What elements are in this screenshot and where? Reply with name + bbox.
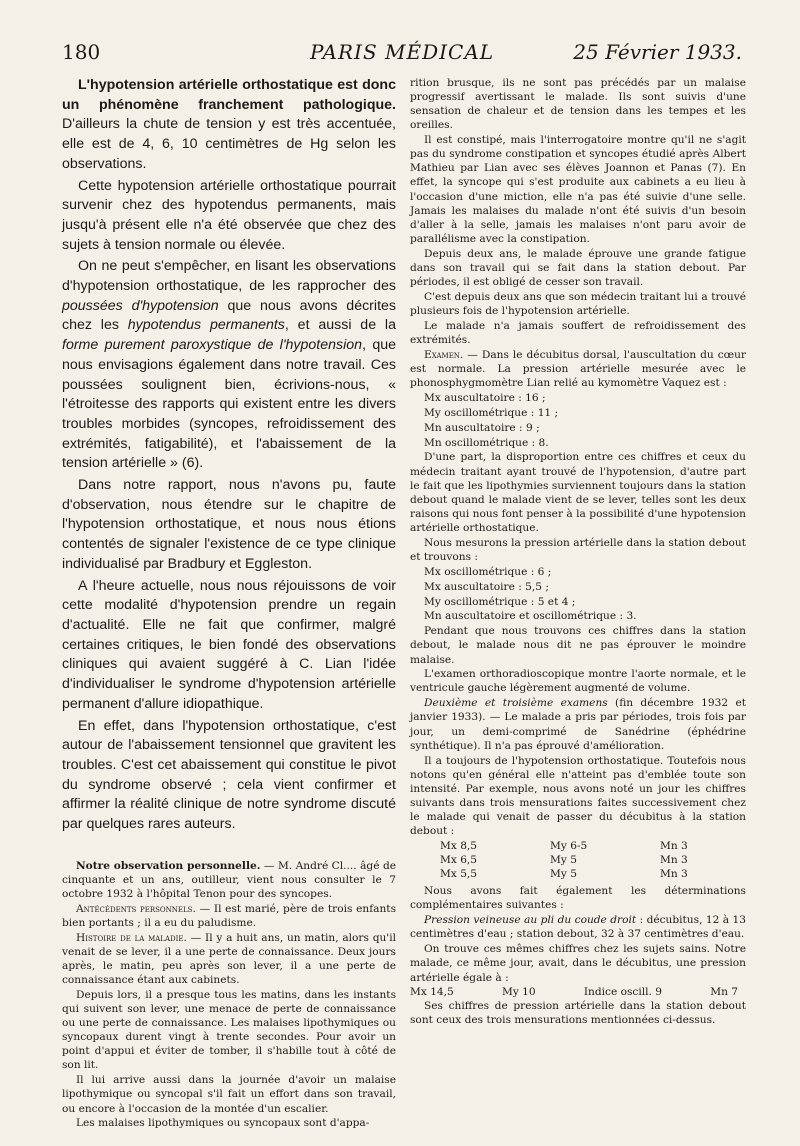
- paragraph: Il est constipé, mais l'interrogatoire montre qu'il ne s'agit pas du syndrome constipation et syncopes étudié après Albert Mathieu par Lian avec ses élèves Joannon et Panas (7). En effet, la syncope qui s'est produite aux cabinets a eu lieu à l'occasion d'une miction, elle n'a pas été suivie d'une selle. Jamais les malaises du malade n'ont été suivis d'un besoin d'aller à la selle, jamais les malaises n'ont paru avoir de parallélisme avec la constipation.: [410, 134, 746, 245]
- paragraph: On trouve ces mêmes chiffres chez les sujets sains. Notre malade, ce même jour, avait, dans le décubitus, une pression artérielle égale à :: [410, 943, 746, 984]
- paragraph: Dans notre rapport, nous n'avons pu, faute d'observation, nous étendre sur le chapitre de l'hypotension orthostatique, et nous nous étions contentés de signaler l'existence de ce type clinique individualisé par Bradbury et Eggleston.: [62, 477, 396, 572]
- paragraph: L'hypotension artérielle orthostatique est donc un phénomène franchement pathologique. D'ailleurs la chute de tension y est très accentuée, elle est de 4, 6, 10 centimètres de Hg selon les observations.: [62, 77, 396, 172]
- measurement: Mn auscultatoire : 9 ;: [424, 421, 540, 434]
- paragraph: C'est depuis deux ans que son médecin traitant lui a trouvé plusieurs fois de l'hypotension artérielle.: [410, 290, 746, 317]
- right-column: [410, 76, 746, 1027]
- measurement: My oscillométrique : 11 ;: [424, 406, 559, 419]
- paragraph: L'examen orthoradioscopique montre l'aorte normale, et le ventricule gauche légèrement augmenté de volume.: [410, 668, 746, 695]
- measurement: Mx oscillométrique : 6 ;: [424, 565, 552, 578]
- observation-heading: Notre observation personnelle. — M. André Cl.... âgé de cinquante et un ans, outilleur, vient nous consulter le 7 octobre 1932 à l'hôpital Tenon pour des syncopes.: [62, 859, 397, 900]
- antecedents: Antécédents personnels. — Il est marié, père de trois enfants bien portants ; il a eu du paludisme.: [62, 902, 397, 929]
- page-header: [62, 40, 742, 70]
- paragraph: Depuis lors, il a presque tous les matins, dans les instants qui suivent son lever, une menace de perte de connaissance ou une perte de connaissance. Les malaises lipothymiques ou syncopaux durent vingt à trente secondes. Pour avoir un point d'appui et éviter de tomber, il s'habille tout à côté de son lit.: [62, 988, 396, 1072]
- journal-title: PARIS MÉDICAL: [309, 40, 495, 64]
- paragraph: Deuxième et troisième examens (fin décembre 1932 et janvier 1933). — Le malade a pris par périodes, trois fois par jour, un demi-comprimé de Sanédrine (éphédrine synthétique). Il n'a pas éprouvé d'amélioration.: [410, 697, 746, 752]
- paragraph: En effet, dans l'hypotension orthostatique, c'est autour de l'abaissement tensionnel que gravitent les troubles. C'est cet abaissement qui constitue le pivot du syndrome observé ; cela vient confirmer et affirmer la réalité clinique de notre syndrome discuté par quelques rares auteurs.: [62, 717, 396, 833]
- observation-section: [62, 859, 396, 1131]
- paragraph: Nous mesurons la pression artérielle dans la station debout et trouvons :: [410, 536, 746, 563]
- paragraph: Nous avons fait également les déterminations complémentaires suivantes :: [410, 885, 746, 912]
- paragraph: Pendant que nous trouvons ces chiffres dans la station debout, le malade nous dit ne pas éprouver le moindre malaise.: [410, 625, 746, 666]
- paragraph: Cette hypotension artérielle orthostatique pourrait survenir chez des hypotendus permanents, mais jusqu'à présent elle n'a été observée que chez des sujets à tension normale ou élevée.: [62, 177, 396, 253]
- table-row: Mx 6,5 My 5 Mn 3: [440, 854, 688, 867]
- paragraph: Les malaises lipothymiques ou syncopaux sont d'appa-: [76, 1117, 370, 1130]
- paragraph: Ses chiffres de pression artérielle dans la station debout sont ceux des trois mensurations mentionnées ci-dessus.: [410, 999, 746, 1026]
- paragraph: rition brusque, ils ne sont pas précédés par un malaise progressif avertissant le malade. Ils sont suivis d'une sensation de chaleur et de tension dans les tempes et les oreilles.: [410, 77, 746, 132]
- paragraph: Il a toujours de l'hypotension orthostatique. Toutefois nous notons qu'en général elle n'atteint pas d'emblée toute son intensité. Par exemple, nous avons noté un jour les chiffres suivants dans trois mensurations faites successivement chez le malade qui venait de passer du décubitus à la station debout :: [410, 754, 746, 838]
- page-number: 180: [62, 40, 101, 64]
- table-row: Mx 8,5 My 6-5 Mn 3: [440, 840, 688, 853]
- lead-sentence: L'hypotension artérielle orthostatique est donc un phénomène franchement pathologique.: [62, 77, 396, 113]
- paragraph: Il lui arrive aussi dans la journée d'avoir un malaise lipothymique ou syncopal s'il fait un effort dans son travail, ou encore à l'occasion de la montée d'un escalier.: [62, 1074, 396, 1115]
- measurement: Mx auscultatoire : 16 ;: [424, 391, 546, 404]
- paragraph: A l'heure actuelle, nous nous réjouissons de voir cette modalité d'hypotension prendre un regain d'actualité. Elle ne fait que confirmer, malgré certaines critiques, le bien fondé des observations cliniques qui avaient suggéré à C. Lian l'idée d'individualiser le syndrome d'hypotension artérielle permanent d'allure idiopathique.: [62, 577, 396, 712]
- paragraph: D'une part, la disproportion entre ces chiffres et ceux du médecin traitant ayant trouvé de l'hypotension, d'autre part le fait que les lipothymies surviennent toujours dans la station debout quand le malade vient de se lever, telles sont les deux raisons qui nous font penser à la possibilité d'une hypotension artérielle orthostatique.: [410, 451, 746, 534]
- discussion-section: [62, 76, 396, 835]
- issue-date: 25 Février 1933.: [573, 40, 742, 64]
- final-measurement-row: Mx 14,5 My 10 Indice oscill. 9 Mn 7: [410, 985, 738, 998]
- paragraph: On ne peut s'empêcher, en lisant les observations d'hypotension orthostatique, de les rapprocher des poussées d'hypotension que nous avons décrites chez les hypotendus permanents, et aussi de la forme purement paroxystique de l'hypotension, que nous envisagions également dans notre travail. Ces poussées soulignent bien, écrivions-nous, « l'étroitesse des rapports qui existent entre les divers troubles morbides (syncopes, refroidissement des extrémités, fatigabilité), et l'abaissement de la tension artérielle » (6).: [62, 258, 396, 472]
- history: Histoire de la maladie. — Il y a huit ans, un matin, alors qu'il venait de se lever, il a une perte de connaissance. Deux jours après, le matin, peu après son lever, il a une perte de connaissance étant aux cabinets.: [62, 931, 396, 987]
- measurement: Mn oscillométrique : 8.: [424, 436, 549, 449]
- paragraph: Depuis deux ans, le malade éprouve une grande fatigue dans son travail qui se fait dans la station debout. Par périodes, il est obligé de cesser son travail.: [410, 247, 746, 288]
- exam-paragraph: Examen. — Dans le décubitus dorsal, l'auscultation du cœur est normale. La pression artérielle mesurée avec le phonosphygmomètre Lian relié au kymomètre Vaquez est :: [410, 348, 746, 389]
- measurement: Mn auscultatoire et oscillométrique : 3.: [424, 610, 637, 623]
- measurement: Mx auscultatoire : 5,5 ;: [424, 580, 549, 593]
- paragraph: Le malade n'a jamais souffert de refroidissement des extrémités.: [410, 319, 746, 346]
- table-row: Mx 5,5 My 5 Mn 3: [440, 868, 688, 881]
- paragraph: Pression veineuse au pli du coude droit : décubitus, 12 à 13 centimètres d'eau ; station debout, 32 à 37 centimètres d'eau.: [410, 914, 747, 941]
- left-column: [62, 76, 396, 1130]
- measurement: My oscillométrique : 5 et 4 ;: [424, 595, 576, 608]
- measurement-table: [440, 839, 720, 881]
